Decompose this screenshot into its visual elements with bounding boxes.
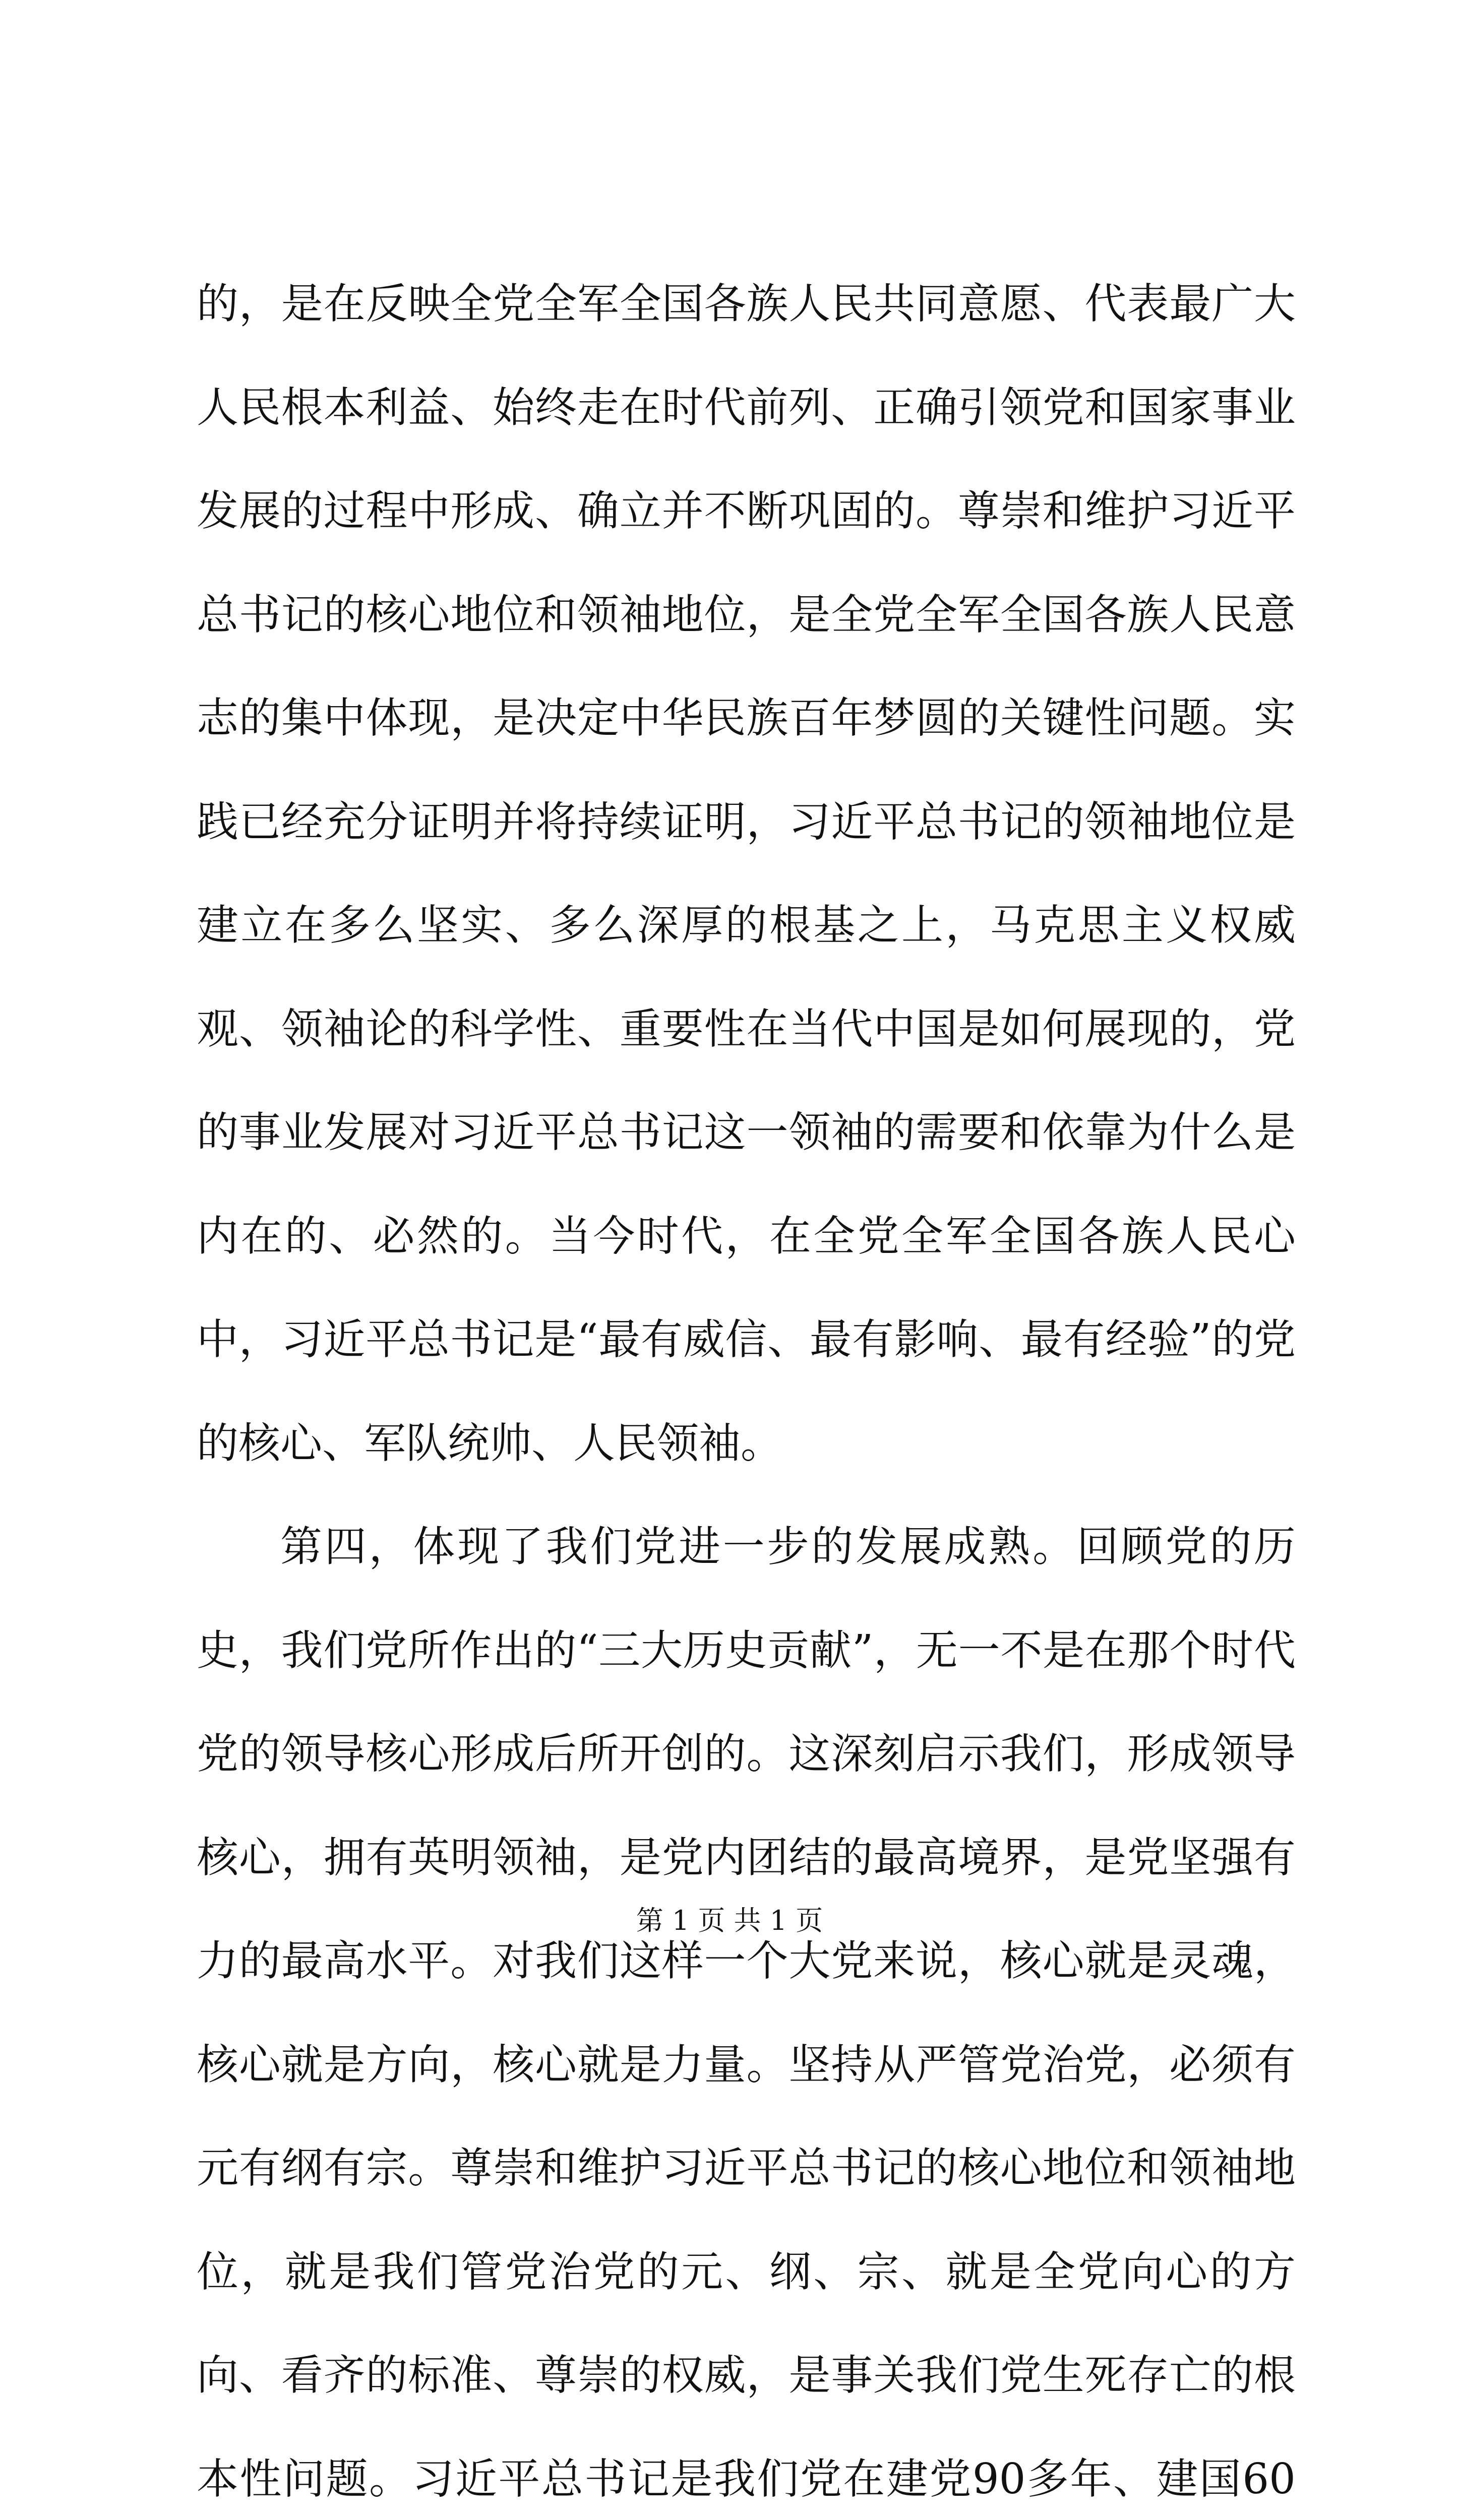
document-body — [197, 252, 1296, 2520]
page-footer: 第 1 页 共 1 页 — [636, 1905, 823, 1936]
paragraph-1: 的，是在反映全党全军全国各族人民共同意愿、代表最广大人民根本利益、始终走在时代前列、正确引领党和国家事业发展的过程中形成、确立并不断巩固的。尊崇和维护习近平总书记的核心地位和领袖地位，是全党全军全国各族人民意志的集中体现，是决定中华民族百年梦圆的关键性问题。实践已经充分证明并将持续证明，习近平总书记的领袖地位是建立在多么坚实、多么深厚的根基之上，马克思主义权威观、领袖论的科学性、重要性在当代中国是如何展现的，党的事业发展对习近平总书记这一领袖的需要和依靠为什么是内在的、必然的。当今时代，在全党全军全国各族人民心中，习近平总书记是“最有威信、最有影响、最有经验”的党的核心、军队统帅、人民领袖。 — [197, 279, 1296, 1468]
paragraph-2: 第四，体现了我们党进一步的发展成熟。回顾党的历史，我们党所作出的“三大历史贡献”，无一不是在那个时代党的领导核心形成后所开创的。这深刻启示我们，形成领导核心，拥有英明领袖，是党内团结的最高境界，是党坚强有力的最高水平。对我们这样一个大党来说，核心就是灵魂，核心就是方向，核心就是力量。坚持从严管党治党，必须有元有纲有宗。尊崇和维护习近平总书记的核心地位和领袖地位，就是我们管党治党的元、纲、宗、就是全党向心的方向、看齐的标准、尊崇的权威，是事关我们党生死存亡的根本性问题。习近平总书记是我们党在建党90多年、建国60 — [197, 1522, 1296, 2503]
